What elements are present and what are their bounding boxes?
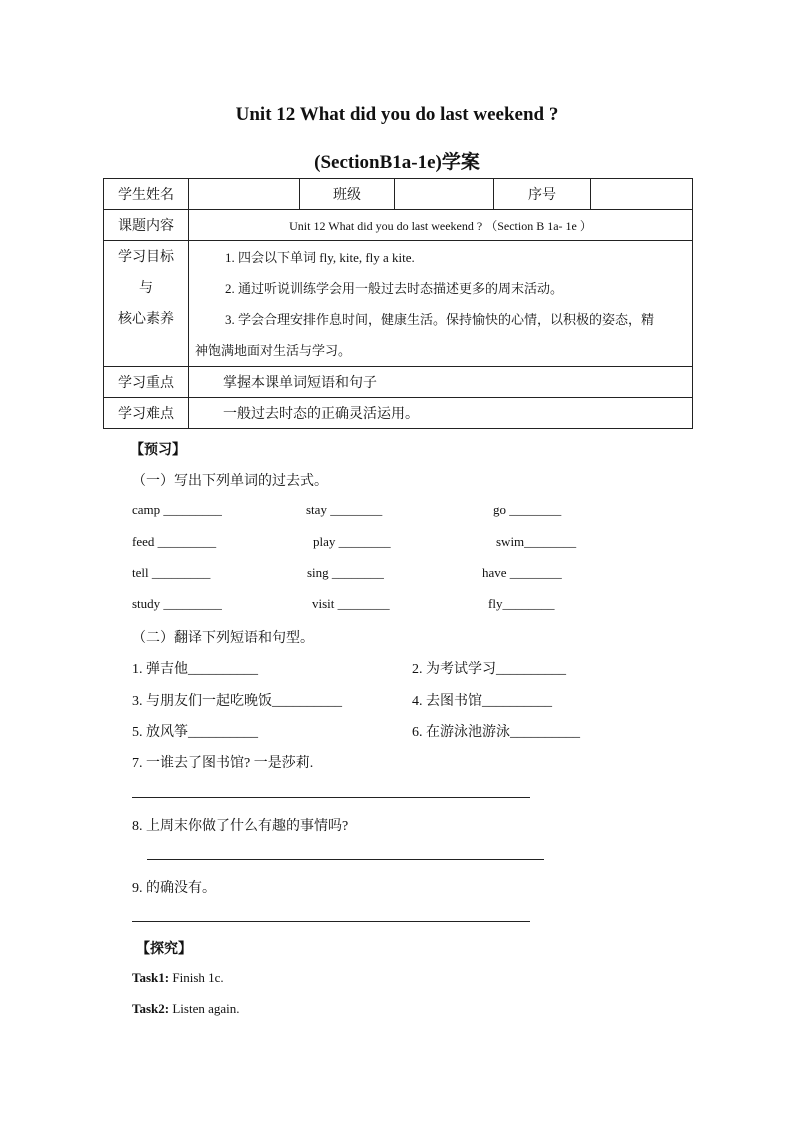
explore-heading: 【探究】 [136,942,192,957]
question-9: 9. 的确没有。 [132,881,216,896]
goals-label [104,241,189,367]
question-7: 7. 一谁去了图书馆? 一是莎莉. [132,756,314,771]
task-1 [132,970,224,986]
word-item[interactable]: tell _________ [132,565,211,580]
task-2 [132,1001,240,1017]
word-item[interactable]: go ________ [493,502,562,517]
word-item[interactable]: sing ________ [307,565,384,580]
word-item[interactable]: camp _________ [132,502,222,517]
worksheet-title: Unit 12 What did you do last weekend ? [235,104,559,125]
topic-label: 课题内容 [104,210,189,241]
goal-1: 1. 四会以下单词 fly, kite, fly a kite. [225,249,415,265]
seat-label: 序号 [494,179,591,210]
task-2-text: Listen again. [169,1001,240,1016]
goal-3: 3. 学会合理安排作息时间，健康生活。保持愉快的心情，以积极的姿态，精 [225,311,655,327]
preview-heading: 【预习】 [130,443,186,458]
goal-3-continued: 神饱满地面对生活与学习。 [195,342,352,358]
phrase-item[interactable]: 4. 去图书馆__________ [412,694,552,709]
answer-line-8[interactable] [147,859,544,860]
phrase-item[interactable]: 1. 弹吉他__________ [132,662,258,677]
word-item[interactable]: fly________ [488,596,555,611]
part2-heading: （二）翻译下列短语和句型。 [132,631,314,646]
goals-label-line3: 核心素养 [118,311,174,327]
phrase-item[interactable]: 2. 为考试学习__________ [412,662,566,677]
word-item[interactable]: visit ________ [312,596,390,611]
question-8: 8. 上周末你做了什么有趣的事情吗? [132,819,349,834]
task-2-label: Task2: [132,1001,170,1016]
phrase-item[interactable]: 6. 在游泳池游泳__________ [412,725,580,740]
student-name-cell[interactable] [189,179,300,210]
class-cell[interactable] [395,179,494,210]
student-name-label: 学生姓名 [104,179,189,210]
word-item[interactable]: have ________ [482,565,562,580]
info-table [103,178,693,429]
class-label: 班级 [300,179,395,210]
goals-label-line2: 与 [139,280,153,296]
goal-2: 2. 通过听说训练学会用一般过去时态描述更多的周末活动。 [225,280,564,296]
phrase-item[interactable]: 5. 放风筝__________ [132,725,258,740]
word-item[interactable]: stay ________ [306,502,383,517]
difficult-points-value: 一般过去时态的正确灵活运用。 [189,398,693,429]
task-1-label: Task1: [132,970,170,985]
task-1-text: Finish 1c. [169,970,224,985]
word-item[interactable]: feed _________ [132,534,217,549]
goals-content [189,241,693,367]
goals-label-line1: 学习目标 [118,249,174,265]
answer-line-7[interactable] [132,797,530,798]
key-points-value: 掌握本课单词短语和句子 [189,367,693,398]
answer-line-9[interactable] [132,921,530,922]
phrase-item[interactable]: 3. 与朋友们一起吃晚饭__________ [132,694,342,709]
part1-heading: （一）写出下列单词的过去式。 [132,474,328,489]
topic-value: Unit 12 What did you do last weekend ? （Section B 1a- 1e ） [189,210,693,241]
worksheet-subtitle: (SectionB1a-1e)学案 [314,152,480,173]
word-item[interactable]: play ________ [313,534,391,549]
word-item[interactable]: study _________ [132,596,222,611]
word-item[interactable]: swim________ [496,534,577,549]
difficult-points-label: 学习难点 [104,398,189,429]
key-points-label: 学习重点 [104,367,189,398]
seat-cell[interactable] [591,179,693,210]
